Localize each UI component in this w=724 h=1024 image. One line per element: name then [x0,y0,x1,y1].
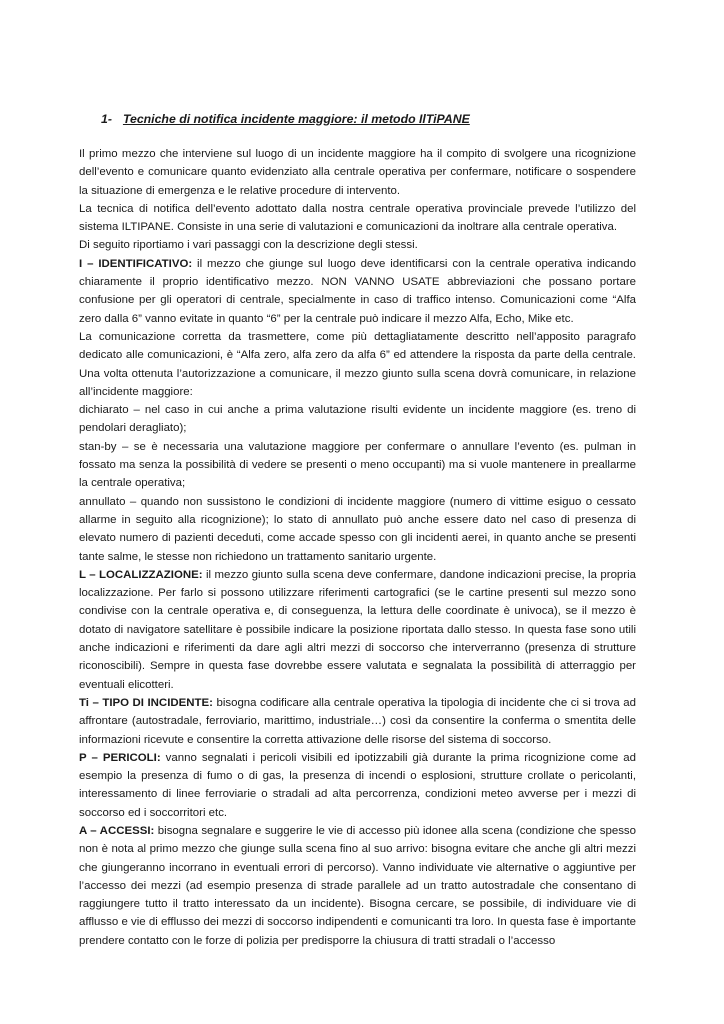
paragraph-notification-technique: La tecnica di notifica dell’evento adottato dalla nostra centrale operativa provinciale prevede l’utilizzo del sistema ILTIPANE. Consiste in una serie di valutazioni e comunicazioni da inoltrare alla centrale operativa. [79,202,636,234]
paragraph-annullato: annullato – quando non sussistono le condizioni di incidente maggiore (numero di vittime esiguo o cessato allarme in seguito alla ricognizione); lo stato di annullato può anche essere dato nel caso di presenza di elevato numero di pazienti deceduti, come accade spesso con gli incidenti aerei, in quanto anche se presenti tante salme, le stesse non richiedono un trattamento sanitario urgente. [79,495,636,563]
paragraph-tipo-incidente: Ti – TIPO DI INCIDENTE: bisogna codificare alla centrale operativa la tipologia di incidente che ci si trova ad affrontare (autostradale, ferroviario, marittimo, industriale…) così da consentire la conferma o smentita delle informazioni ricevute e consentire la corretta attivazione delle risorse del sistema di soccorso. [79,696,636,746]
paragraph-steps-intro: Di seguito riportiamo i vari passaggi con la descrizione degli stessi. [79,239,418,252]
paragraph-localizzazione: L – LOCALIZZAZIONE: il mezzo giunto sulla scena deve confermare, dandone indicazioni precise, la propria localizzazione. Per farlo si possono utilizzare riferimenti cartografici (se le cartine presenti sul mezzo sono condivise con la centrale operativa e, di conseguenza, la lettura delle coordinate è univoca), se il mezzo è dotato di navigatore satellitare è possibile indicare la posizione riportata dallo stesso. In questa fase sono utili anche indicazioni e riferimenti da dare agli altri mezzi di soccorso che interverranno (presenza di strutture riconoscibili). Sempre in questa fase dovrebbe essere valutata e segnalata la possibilità di atterraggio per eventuali elicotteri. [79,568,636,691]
term-accessi: A – ACCESSI: [79,824,155,837]
paragraph-communication: La comunicazione corretta da trasmettere, come più dettagliatamente descritto nell’apposito paragrafo dedicato alle comunicazioni, è “Alfa zero, alfa zero da alfa 6” ed attendere la risposta da parte della centrale. Una volta ottenuta l’autorizzazione a comunicare, il mezzo giunto sulla scena dovrà comunicare, in relazione all’incidente maggiore: [79,330,636,398]
section-title: Tecniche di notifica incidente maggiore: il metodo IlTiPANE [122,112,470,126]
term-localizzazione: L – LOCALIZZAZIONE: [79,568,203,581]
section-heading [101,112,470,126]
section-number: 1- [101,112,112,126]
term-pericoli: P – PERICOLI: [79,751,161,764]
paragraph-stan-by: stan-by – se è necessaria una valutazione maggiore per confermare o annullare l’evento (es. pulman in fossato ma senza la possibilità di vedere se presenti o meno occupanti) ma si vuole mantenere in preallarme la centrale operativa; [79,440,636,490]
document-body [79,145,636,950]
paragraph-intro: Il primo mezzo che interviene sul luogo di un incidente maggiore ha il compito di svolgere una ricognizione dell’evento e comunicare quanto evidenziato alla centrale operativa per confermare, notificare o sospendere la situazione di emergenza e le relative procedure di intervento. [79,148,636,197]
paragraph-dichiarato: dichiarato – nel caso in cui anche a prima valutazione risulti evidente un incidente maggiore (es. treno di pendolari deragliato); [79,404,636,435]
paragraph-identificativo: I – IDENTIFICATIVO: il mezzo che giunge sul luogo deve identificarsi con la centrale operativa indicando chiaramente il proprio identificativo mezzo. NON VANNO USATE abbreviazioni che possano portare confusione per gli operatori di centrale, specialmente in caso di traffico intenso. Comunicazioni come “Alfa zero dalla 6” vanno evitate in quanto “6” per la centrale può indicare il mezzo Alfa, Echo, Mike etc. [79,257,636,325]
term-identificativo: I – IDENTIFICATIVO: [79,257,193,270]
term-tipo-incidente: Ti – TIPO DI INCIDENTE: [79,696,213,709]
paragraph-pericoli: P – PERICOLI: vanno segnalati i pericoli visibili ed ipotizzabili già durante la prima ricognizione come ad esempio la presenza di fumo o di gas, la presenza di incendi o esplosioni, strutture crollate o pericolanti, interessamento di linee ferroviarie o stradali ad alta percorrenza, condizioni meteo avverse per i mezzi di soccorso ed i soccorritori etc. [79,751,636,819]
paragraph-accessi: A – ACCESSI: bisogna segnalare e suggerire le vie di accesso più idonee alla scena (condizione che spesso non è nota al primo mezzo che giunge sulla scena fino al suo arrivo: bisogna evitare che anche gli altri mezzi che giungeranno incorrano in eventuali errori di percorso). Vanno individuate vie alternative o aggiuntive per l’accesso dei mezzi (ad esempio presenza di strade parallele ad un tratto autostradale che consentano di raggiungere tutto il tratto interessato da un incidente). Bisogna cercare, se possibile, di individuare vie di afflusso e vie di efflusso dei mezzi di soccorso indipendenti e comunicanti tra loro. In questa fase è importante prendere contatto con le forze di polizia per predisporre la chiusura di tratti stradali o l’accesso [79,824,637,947]
